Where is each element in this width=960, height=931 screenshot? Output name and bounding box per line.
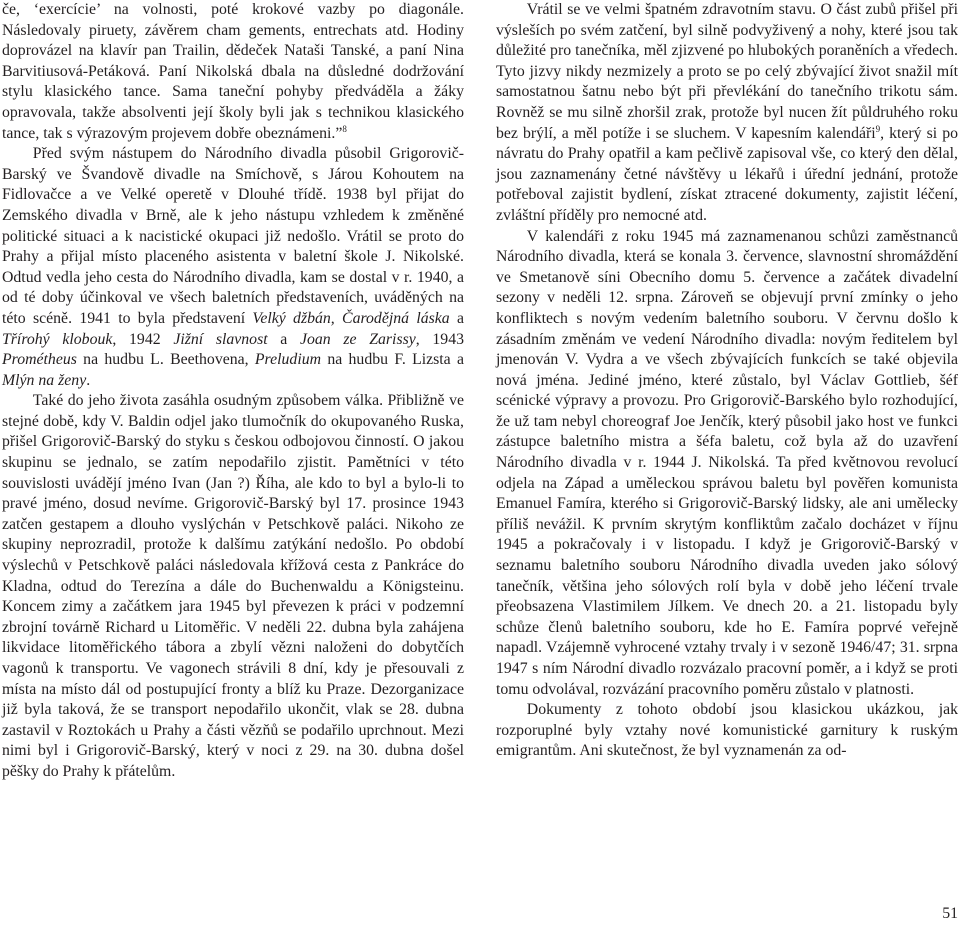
text-run: na hudbu F. Lizsta a [321,351,464,369]
text-run: a [267,330,300,348]
paragraph [2,144,464,391]
text-run: , 1943 [415,330,464,348]
paragraph [2,0,464,144]
right-text-column [496,0,958,762]
work-title: Prométheus [2,351,77,369]
paragraph [496,227,958,701]
text-run: Vrátil se ve velmi špatném zdravotním stavu. O část zubů přišel při výsleších po svém zatčení, byl silně podvyživený a nohy, které jsou tak důležité pro tanečníka, měl zjizvené po hlubokých poraněních a vředech. Tyto jizvy nikdy nezmizely a proto se po celý zbývající život snažil mít samostatnou šatnu nebo být při převlékání do tanečního trikotu sám. Rovněž se mu silně zhoršil zrak, protože byl nucen žít půldruhého roku bez brýlí, a měl potíže i se sluchem. V kapesním kalendáři [496,1,958,142]
text-run: V kalendáři z roku 1945 má zaznamenanou schůzi zaměstnanců Národního divadla, která se konala 3. července, slavnostní shromáždění ve Smetanově síni Obecního domu 5. července a začátek divadelní sezony v neděli 12. srpna. Zároveň se objevují první zmínky o jeho konfliktech s novým vedením baletního souboru. V červnu došlo k zásadním změnám ve vedení Národního divadla: novým ředitelem byl jmenován V. Vydra a ve všech zbývajících funkcích se také objevila nová jména. Jediné jméno, které zůstalo, byl Václav Gottlieb, šéf scénické výpravy a provozu. Pro Grigorovič-Barského bylo rozhodující, že už tam nebyl choreograf Joe Jenčík, který působil jako host ve funkci zástupce baletního mistra a šéfa baletu, což byla až do uzavření Národního divadla v r. 1944 J. Nikolská. Ta před květnovou revolucí odjela na Západ a uměleckou správou baletu byl pověřen komunista Emanuel Famíra, kterého si Grigorovič-Barský lidsky, ale ani umělecky příliš nevážil. K prvním skrytým konfliktům začalo docházet v říjnu 1945 a pokračovaly i v listopadu. I když je Grigorovič-Barský v seznamu baletního souboru Národního divadla uveden jako sólový tanečník, většina jeho sólových rolí byla v době jeho léčení trvale přeobsazena Vlastimilem Jílkem. Ve dnech 20. a 21. listopadu byly schůze členů baletního souboru, kde ho E. Famíra poprvé veřejně napadl. Vzájemně vyhrocené vztahy trvaly i v sezoně 1946/47; 31. srpna 1947 s ním Národní divadlo rozvázalo pracovní poměr, a i když se proti tomu odvolával, rozvázání pracovního poměru zůstalo v platnosti. [496,227,958,698]
text-run: Před svým nástupem do Národního divadla působil Grigorovič-Barský ve Švandově divadle na Smíchově, s Járou Kohoutem na Fidlovačce a ve Velké operetě v Dlouhé třídě. 1938 byl přijat do Zemského divadla v Brně, ale k jeho nástupu vzhledem k změněné politické situaci a k nacistické okupaci již nedošlo. Vrátil se proto do Prahy a přijal místo placeného asistenta v baletní škole J. Nikolské. Odtud vedla jeho cesta do Národního divadla, kam se dostal v r. 1940, a od té doby účinkoval ve všech baletních představeních, uváděných na této scéně. 1941 to byla představení [2,145,464,327]
paragraph [496,700,958,762]
footnote-marker: 9 [875,123,881,134]
text-run: Také do jeho života zasáhla osudným způsobem válka. Přibližně ve stejné době, kdy V. Baldin odjel jako tlumočník do okupovaného Ruska, přišel Grigorovič-Barský do styku s českou odbojovou činností. O jakou skupinu se jednalo, se zatím nepodařilo zjistit. Pamětníci v této souvislosti uvádějí jméno Ivan (Jan ?) Říha, ale kdo to byl a bylo-li to pravé jméno, dosud nevíme. Grigorovič-Barský byl 17. prosince 1943 zatčen gestapem a dlouho vyslýchán v Petschkově paláci. Nikoho ze skupiny neprozradil, protože k dalšímu zatýkání nedošlo. Po období výslechů v Petschkově paláci následovala křížová cesta z Pankráce do Kladna, odtud do Terezína a dále do Buchenwaldu a Königsteinu. Koncem zimy a začátkem jara 1945 byl převezen k práci v podzemní zbrojní továrně Richard u Litoměřic. V neděli 22. dubna byla zahájena likvidace litoměřického tábora a zbylí vězni naloženi do dobytčích vagonů k transportu. Ve vagonech strávili 8 dní, kdy je přesouvali z místa na místo dál od postupující fronty a blíž ku Praze. Dezorganizace již byla taková, že se transport nepodařilo ukončit, vlak se 28. dubna zastavil v Roztokách u Prahy a části vězňů se podařilo uprchnout. Mezi nimi byl i Grigorovič-Barský, který v noci z 29. na 30. dubna došel pěšky do Prahy k přátelům. [2,392,464,780]
work-title: Joan ze Zarissy [300,330,416,348]
text-run: na hudbu L. Beethovena, [76,351,255,369]
left-text-column [2,0,464,783]
text-run: , který si po návratu do Prahy opatřil a kam pečlivě zapisoval vše, co který den dělal, jsou zaznamenány četné návštěvy u lékařů i úřední jednání, protože potřeboval zajistit bydlení, získat ztracené dokumenty, zajistit léčení, zvláštní příděly pro nemocné atd. [496,124,958,224]
text-run: , 1942 [112,330,174,348]
text-run: Dokumenty z tohoto období jsou klasickou ukázkou, jak rozporuplné byly vztahy nové komunistické garnitury k ruským emigrantům. Ani skutečnost, že byl vyznamenán za od- [496,701,958,760]
footnote-marker: 8 [342,123,347,134]
text-run: . [86,371,91,389]
text-run: če, ‘exercície’ na volnosti, poté krokové vazby po diagonále. Následovaly piruety, závěrem cham gements, entrechats atd. Hodiny doprovázel na klavír pan Trailin, dědeček Nataši Tanské, a paní Nina Barvitiusová-Petáková. Paní Nikolská dbala na důsledné dodržování stylu klasického tance. Sama taneční pohyby předváděla a žáky opravovala, takže absolventi její školy byli jak s technikou klasického tance, tak s výrazovým projevem dobře obeznámeni.” [2,1,464,142]
work-title: Jižní slavnost [173,330,268,348]
work-title: Velký džbán, Čarodějná láska [252,309,450,327]
page-number: 51 [942,905,958,922]
text-run: a [449,309,464,327]
work-title: Třírohý klobouk [2,330,113,348]
paragraph [2,391,464,782]
work-title: Preludium [254,351,322,369]
work-title: Mlýn na ženy [2,371,87,389]
paragraph [496,0,958,227]
